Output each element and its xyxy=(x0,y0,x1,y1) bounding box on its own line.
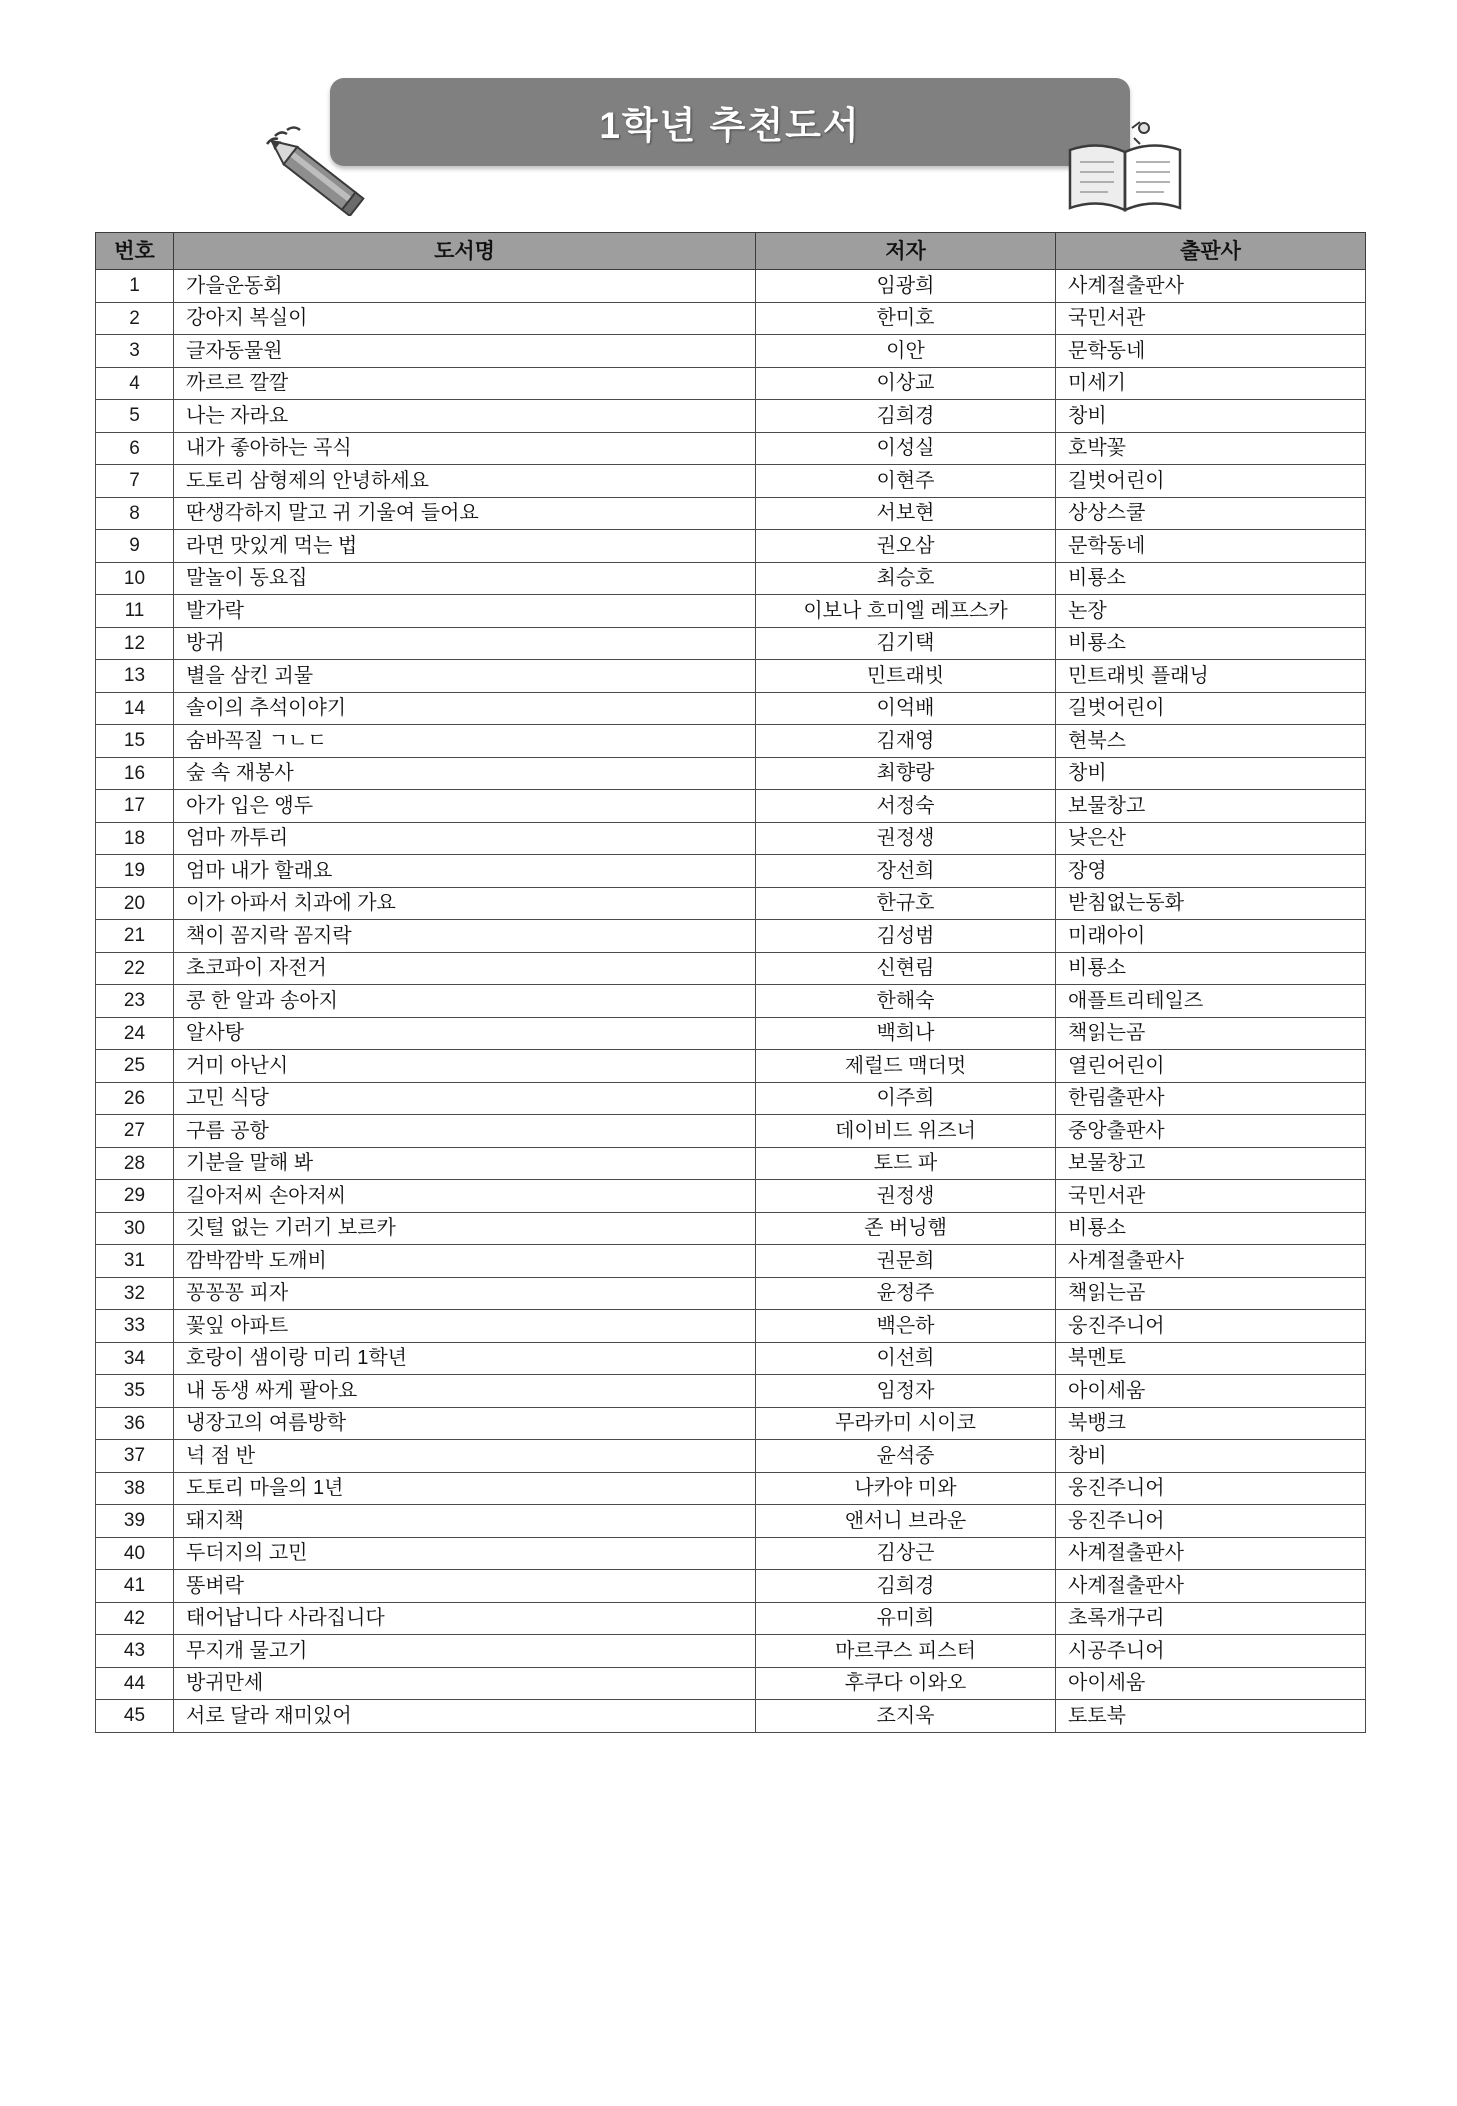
table-row xyxy=(96,1635,1366,1668)
table-row xyxy=(96,1245,1366,1278)
table-row xyxy=(96,660,1366,693)
cell-author: 권오삼 xyxy=(756,530,1056,563)
cell-no: 20 xyxy=(96,887,174,920)
cell-no: 27 xyxy=(96,1115,174,1148)
column-header-author: 저자 xyxy=(756,233,1056,270)
cell-publisher: 한림출판사 xyxy=(1056,1082,1366,1115)
cell-title: 고민 식당 xyxy=(174,1082,756,1115)
cell-title: 내가 좋아하는 곡식 xyxy=(174,432,756,465)
cell-author: 나카야 미와 xyxy=(756,1472,1056,1505)
table-row xyxy=(96,985,1366,1018)
table-header-row xyxy=(96,233,1366,270)
recommended-books-table xyxy=(95,232,1366,1733)
cell-author: 이보나 흐미엘 레프스카 xyxy=(756,595,1056,628)
cell-title: 콩 한 알과 송아지 xyxy=(174,985,756,1018)
cell-publisher: 사계절출판사 xyxy=(1056,1570,1366,1603)
cell-no: 30 xyxy=(96,1212,174,1245)
cell-author: 김재영 xyxy=(756,725,1056,758)
cell-publisher: 장영 xyxy=(1056,855,1366,888)
cell-title: 엄마 까투리 xyxy=(174,822,756,855)
cell-no: 34 xyxy=(96,1342,174,1375)
cell-no: 41 xyxy=(96,1570,174,1603)
cell-title: 알사탕 xyxy=(174,1017,756,1050)
cell-title: 거미 아난시 xyxy=(174,1050,756,1083)
cell-no: 40 xyxy=(96,1537,174,1570)
table-row xyxy=(96,562,1366,595)
cell-author: 이선희 xyxy=(756,1342,1056,1375)
table-row xyxy=(96,335,1366,368)
table-row xyxy=(96,1342,1366,1375)
cell-publisher: 보물창고 xyxy=(1056,790,1366,823)
cell-no: 31 xyxy=(96,1245,174,1278)
cell-no: 15 xyxy=(96,725,174,758)
cell-no: 44 xyxy=(96,1667,174,1700)
cell-author: 이현주 xyxy=(756,465,1056,498)
cell-publisher: 시공주니어 xyxy=(1056,1635,1366,1668)
cell-publisher: 받침없는동화 xyxy=(1056,887,1366,920)
cell-publisher: 국민서관 xyxy=(1056,302,1366,335)
cell-title: 초코파이 자전거 xyxy=(174,952,756,985)
cell-title: 솔이의 추석이야기 xyxy=(174,692,756,725)
cell-no: 23 xyxy=(96,985,174,1018)
table-row xyxy=(96,367,1366,400)
column-header-publisher: 출판사 xyxy=(1056,233,1366,270)
table-row xyxy=(96,1082,1366,1115)
cell-title: 이가 아파서 치과에 가요 xyxy=(174,887,756,920)
cell-title: 가을운동회 xyxy=(174,270,756,303)
table-row xyxy=(96,1537,1366,1570)
cell-author: 데이비드 위즈너 xyxy=(756,1115,1056,1148)
cell-title: 깃털 없는 기러기 보르카 xyxy=(174,1212,756,1245)
cell-publisher: 웅진주니어 xyxy=(1056,1505,1366,1538)
table-row xyxy=(96,887,1366,920)
open-book-icon xyxy=(1060,120,1195,225)
table-row xyxy=(96,400,1366,433)
cell-author: 한해숙 xyxy=(756,985,1056,1018)
column-header-no: 번호 xyxy=(96,233,174,270)
cell-no: 18 xyxy=(96,822,174,855)
table-row xyxy=(96,1700,1366,1733)
cell-author: 이성실 xyxy=(756,432,1056,465)
cell-publisher: 중앙출판사 xyxy=(1056,1115,1366,1148)
table-row xyxy=(96,497,1366,530)
table-row xyxy=(96,1602,1366,1635)
cell-title: 태어납니다 사라집니다 xyxy=(174,1602,756,1635)
cell-no: 43 xyxy=(96,1635,174,1668)
cell-publisher: 사계절출판사 xyxy=(1056,1245,1366,1278)
cell-publisher: 비룡소 xyxy=(1056,1212,1366,1245)
cell-title: 엄마 내가 할래요 xyxy=(174,855,756,888)
cell-no: 5 xyxy=(96,400,174,433)
cell-publisher: 창비 xyxy=(1056,757,1366,790)
cell-no: 24 xyxy=(96,1017,174,1050)
cell-author: 존 버닝햄 xyxy=(756,1212,1056,1245)
cell-no: 7 xyxy=(96,465,174,498)
cell-no: 42 xyxy=(96,1602,174,1635)
cell-author: 이주희 xyxy=(756,1082,1056,1115)
cell-title: 깜박깜박 도깨비 xyxy=(174,1245,756,1278)
cell-title: 서로 달라 재미있어 xyxy=(174,1700,756,1733)
table-row xyxy=(96,1277,1366,1310)
cell-title: 꽃잎 아파트 xyxy=(174,1310,756,1343)
cell-no: 38 xyxy=(96,1472,174,1505)
cell-author: 서보현 xyxy=(756,497,1056,530)
cell-author: 최향랑 xyxy=(756,757,1056,790)
table-row xyxy=(96,1050,1366,1083)
cell-no: 32 xyxy=(96,1277,174,1310)
cell-title: 별을 삼킨 괴물 xyxy=(174,660,756,693)
table-row xyxy=(96,1147,1366,1180)
cell-no: 16 xyxy=(96,757,174,790)
cell-publisher: 호박꽃 xyxy=(1056,432,1366,465)
table-row xyxy=(96,1667,1366,1700)
cell-author: 권문희 xyxy=(756,1245,1056,1278)
cell-title: 똥벼락 xyxy=(174,1570,756,1603)
cell-publisher: 책읽는곰 xyxy=(1056,1277,1366,1310)
cell-author: 마르쿠스 피스터 xyxy=(756,1635,1056,1668)
cell-author: 김희경 xyxy=(756,1570,1056,1603)
cell-no: 39 xyxy=(96,1505,174,1538)
recommended-books-table-wrap xyxy=(95,232,1362,1733)
table-row xyxy=(96,855,1366,888)
cell-title: 기분을 말해 봐 xyxy=(174,1147,756,1180)
cell-no: 8 xyxy=(96,497,174,530)
cell-author: 제럴드 맥더멋 xyxy=(756,1050,1056,1083)
cell-no: 36 xyxy=(96,1407,174,1440)
table-row xyxy=(96,1375,1366,1408)
cell-no: 33 xyxy=(96,1310,174,1343)
table-row xyxy=(96,692,1366,725)
cell-author: 김기택 xyxy=(756,627,1056,660)
cell-no: 1 xyxy=(96,270,174,303)
cell-author: 윤정주 xyxy=(756,1277,1056,1310)
table-row xyxy=(96,1440,1366,1473)
cell-no: 29 xyxy=(96,1180,174,1213)
cell-title: 구름 공항 xyxy=(174,1115,756,1148)
cell-no: 26 xyxy=(96,1082,174,1115)
table-row xyxy=(96,1180,1366,1213)
page-title: 1학년 추천도서 xyxy=(599,105,861,146)
cell-author: 한규호 xyxy=(756,887,1056,920)
cell-publisher: 열린어린이 xyxy=(1056,1050,1366,1083)
table-row xyxy=(96,822,1366,855)
document-header xyxy=(0,58,1457,218)
table-row xyxy=(96,790,1366,823)
cell-title: 방귀 xyxy=(174,627,756,660)
cell-author: 민트래빗 xyxy=(756,660,1056,693)
cell-no: 6 xyxy=(96,432,174,465)
table-row xyxy=(96,920,1366,953)
table-row xyxy=(96,725,1366,758)
cell-publisher: 문학동네 xyxy=(1056,530,1366,563)
cell-no: 28 xyxy=(96,1147,174,1180)
cell-publisher: 창비 xyxy=(1056,1440,1366,1473)
cell-title: 냉장고의 여름방학 xyxy=(174,1407,756,1440)
cell-publisher: 낮은산 xyxy=(1056,822,1366,855)
cell-title: 돼지책 xyxy=(174,1505,756,1538)
cell-author: 조지욱 xyxy=(756,1700,1056,1733)
table-row xyxy=(96,757,1366,790)
table-row xyxy=(96,465,1366,498)
cell-no: 21 xyxy=(96,920,174,953)
cell-title: 두더지의 고민 xyxy=(174,1537,756,1570)
cell-author: 백은하 xyxy=(756,1310,1056,1343)
cell-title: 꽁꽁꽁 피자 xyxy=(174,1277,756,1310)
cell-author: 한미호 xyxy=(756,302,1056,335)
cell-title: 내 동생 싸게 팔아요 xyxy=(174,1375,756,1408)
cell-title: 숲 속 재봉사 xyxy=(174,757,756,790)
cell-no: 9 xyxy=(96,530,174,563)
cell-no: 11 xyxy=(96,595,174,628)
cell-author: 백희나 xyxy=(756,1017,1056,1050)
cell-no: 4 xyxy=(96,367,174,400)
table-body xyxy=(96,270,1366,1733)
cell-publisher: 비룡소 xyxy=(1056,562,1366,595)
cell-author: 서정숙 xyxy=(756,790,1056,823)
cell-publisher: 미세기 xyxy=(1056,367,1366,400)
cell-no: 3 xyxy=(96,335,174,368)
table-row xyxy=(96,1570,1366,1603)
cell-author: 장선희 xyxy=(756,855,1056,888)
cell-no: 14 xyxy=(96,692,174,725)
cell-title: 길아저씨 손아저씨 xyxy=(174,1180,756,1213)
cell-publisher: 길벗어린이 xyxy=(1056,465,1366,498)
cell-no: 13 xyxy=(96,660,174,693)
cell-author: 임정자 xyxy=(756,1375,1056,1408)
cell-publisher: 사계절출판사 xyxy=(1056,1537,1366,1570)
cell-publisher: 북멘토 xyxy=(1056,1342,1366,1375)
table-row xyxy=(96,530,1366,563)
cell-author: 임광희 xyxy=(756,270,1056,303)
cell-no: 22 xyxy=(96,952,174,985)
table-row xyxy=(96,1407,1366,1440)
cell-no: 25 xyxy=(96,1050,174,1083)
cell-author: 최승호 xyxy=(756,562,1056,595)
cell-publisher: 국민서관 xyxy=(1056,1180,1366,1213)
cell-author: 이상교 xyxy=(756,367,1056,400)
table-row xyxy=(96,1212,1366,1245)
cell-title: 숨바꼭질 ㄱㄴㄷ xyxy=(174,725,756,758)
cell-author: 유미희 xyxy=(756,1602,1056,1635)
cell-author: 앤서니 브라운 xyxy=(756,1505,1056,1538)
cell-publisher: 초록개구리 xyxy=(1056,1602,1366,1635)
cell-no: 45 xyxy=(96,1700,174,1733)
cell-publisher: 책읽는곰 xyxy=(1056,1017,1366,1050)
table-row xyxy=(96,595,1366,628)
cell-publisher: 보물창고 xyxy=(1056,1147,1366,1180)
table-row xyxy=(96,627,1366,660)
cell-publisher: 웅진주니어 xyxy=(1056,1472,1366,1505)
cell-publisher: 현북스 xyxy=(1056,725,1366,758)
table-row xyxy=(96,952,1366,985)
cell-no: 12 xyxy=(96,627,174,660)
cell-title: 호랑이 샘이랑 미리 1학년 xyxy=(174,1342,756,1375)
cell-author: 이억배 xyxy=(756,692,1056,725)
cell-publisher: 아이세움 xyxy=(1056,1375,1366,1408)
cell-author: 권정생 xyxy=(756,1180,1056,1213)
column-header-title: 도서명 xyxy=(174,233,756,270)
cell-title: 말놀이 동요집 xyxy=(174,562,756,595)
cell-no: 10 xyxy=(96,562,174,595)
table-row xyxy=(96,270,1366,303)
cell-title: 까르르 깔깔 xyxy=(174,367,756,400)
cell-title: 발가락 xyxy=(174,595,756,628)
cell-author: 김상근 xyxy=(756,1537,1056,1570)
cell-title: 아가 입은 앵두 xyxy=(174,790,756,823)
cell-publisher: 웅진주니어 xyxy=(1056,1310,1366,1343)
cell-publisher: 민트래빗 플래닝 xyxy=(1056,660,1366,693)
cell-no: 37 xyxy=(96,1440,174,1473)
cell-title: 책이 꼼지락 꼼지락 xyxy=(174,920,756,953)
cell-publisher: 애플트리테일즈 xyxy=(1056,985,1366,1018)
table-row xyxy=(96,302,1366,335)
cell-author: 후쿠다 이와오 xyxy=(756,1667,1056,1700)
cell-no: 17 xyxy=(96,790,174,823)
cell-title: 도토리 삼형제의 안녕하세요 xyxy=(174,465,756,498)
table-row xyxy=(96,1310,1366,1343)
cell-publisher: 문학동네 xyxy=(1056,335,1366,368)
title-banner xyxy=(330,78,1130,166)
cell-title: 방귀만세 xyxy=(174,1667,756,1700)
cell-publisher: 비룡소 xyxy=(1056,952,1366,985)
cell-author: 윤석중 xyxy=(756,1440,1056,1473)
cell-no: 19 xyxy=(96,855,174,888)
cell-publisher: 길벗어린이 xyxy=(1056,692,1366,725)
cell-title: 나는 자라요 xyxy=(174,400,756,433)
cell-publisher: 논장 xyxy=(1056,595,1366,628)
cell-no: 35 xyxy=(96,1375,174,1408)
cell-no: 2 xyxy=(96,302,174,335)
cell-title: 도토리 마을의 1년 xyxy=(174,1472,756,1505)
cell-author: 이안 xyxy=(756,335,1056,368)
cell-publisher: 창비 xyxy=(1056,400,1366,433)
cell-title: 무지개 물고기 xyxy=(174,1635,756,1668)
table-row xyxy=(96,1505,1366,1538)
cell-publisher: 북뱅크 xyxy=(1056,1407,1366,1440)
cell-author: 김성범 xyxy=(756,920,1056,953)
cell-title: 넉 점 반 xyxy=(174,1440,756,1473)
table-row xyxy=(96,1017,1366,1050)
cell-publisher: 아이세움 xyxy=(1056,1667,1366,1700)
table-row xyxy=(96,1115,1366,1148)
table-row xyxy=(96,1472,1366,1505)
cell-title: 딴생각하지 말고 귀 기울여 들어요 xyxy=(174,497,756,530)
document-page xyxy=(0,58,1457,2106)
cell-author: 김희경 xyxy=(756,400,1056,433)
cell-author: 무라카미 시이코 xyxy=(756,1407,1056,1440)
cell-author: 신현림 xyxy=(756,952,1056,985)
cell-publisher: 미래아이 xyxy=(1056,920,1366,953)
table-row xyxy=(96,432,1366,465)
cell-author: 권정생 xyxy=(756,822,1056,855)
cell-title: 라면 맛있게 먹는 법 xyxy=(174,530,756,563)
cell-publisher: 비룡소 xyxy=(1056,627,1366,660)
cell-publisher: 상상스쿨 xyxy=(1056,497,1366,530)
cell-publisher: 토토북 xyxy=(1056,1700,1366,1733)
cell-title: 강아지 복실이 xyxy=(174,302,756,335)
cell-publisher: 사계절출판사 xyxy=(1056,270,1366,303)
cell-title: 글자동물원 xyxy=(174,335,756,368)
cell-author: 토드 파 xyxy=(756,1147,1056,1180)
